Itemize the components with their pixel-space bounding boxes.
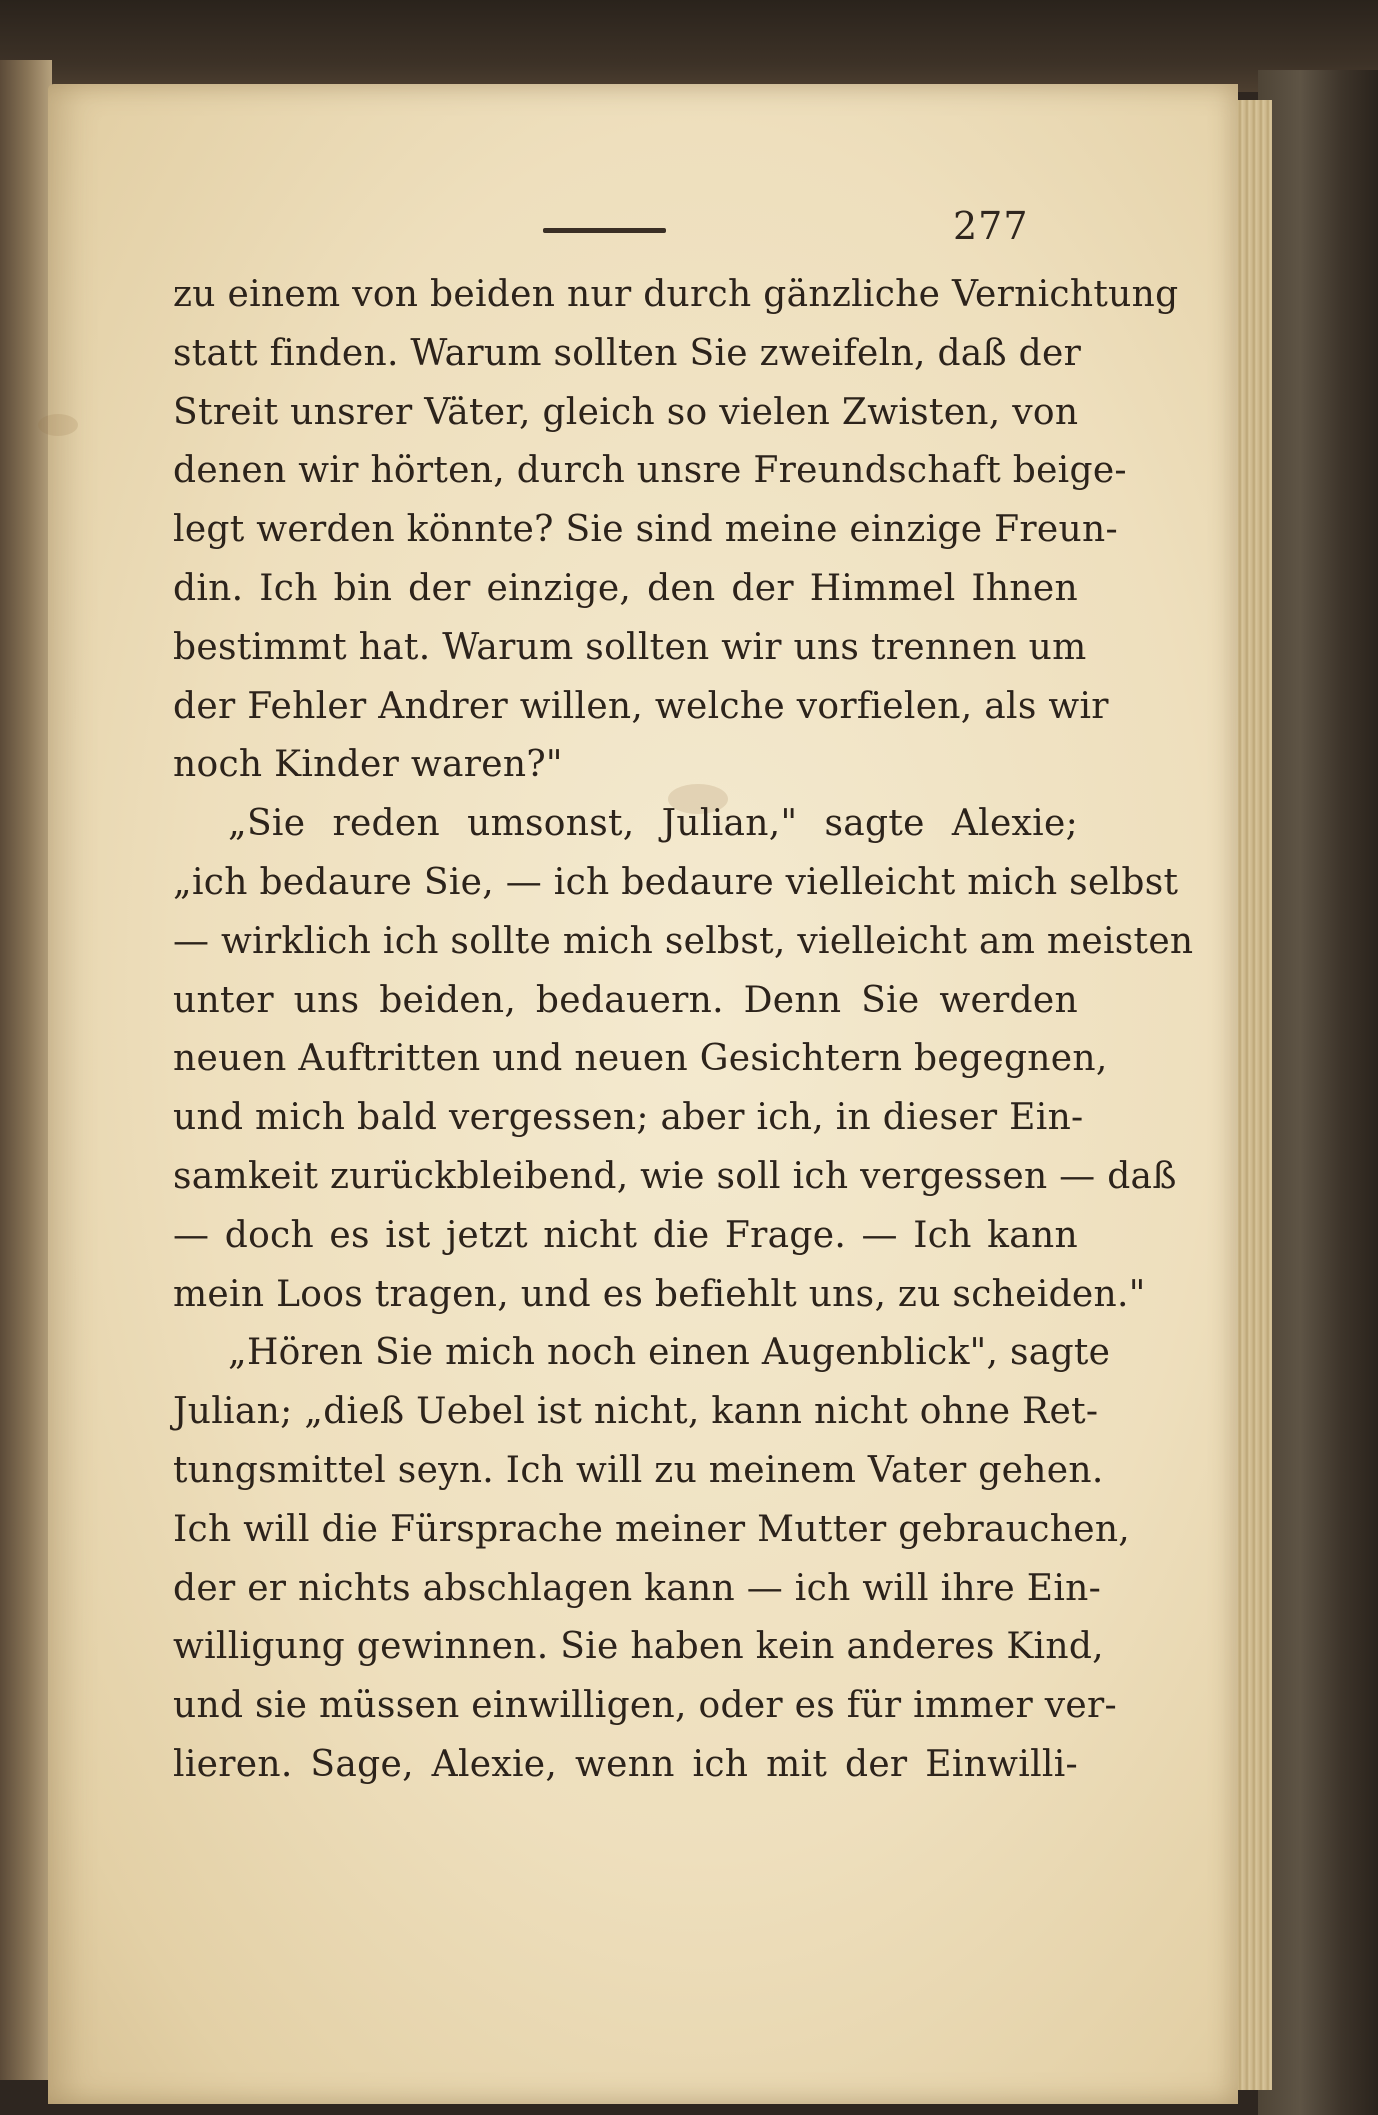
- text-line: tungsmittel seyn. Ich will zu meinem Vater gehen.: [173, 1449, 1104, 1491]
- book-cover-top: [0, 0, 1378, 92]
- text-line: der Fehler Andrer willen, welche vorfielen, als wir: [173, 685, 1109, 727]
- text-line: „ich bedaure Sie, — ich bedaure vielleicht mich selbst: [173, 861, 1179, 903]
- body-text: [173, 266, 1194, 1795]
- text-line: zu einem von beiden nur durch gänzliche Vernichtung: [173, 274, 1179, 315]
- text-line: Ich will die Fürsprache meiner Mutter gebrauchen,: [173, 1508, 1131, 1550]
- text-line: legt werden könnte? Sie sind meine einzige Freun-: [173, 509, 1118, 551]
- text-line: und sie müssen einwilligen, oder es für immer ver-: [173, 1685, 1117, 1727]
- page-number: 277: [953, 204, 1029, 248]
- header-rule: [543, 228, 666, 233]
- text-line: bestimmt hat. Warum sollten wir uns trennen um: [173, 626, 1087, 668]
- text-line: samkeit zurückbleibend, wie soll ich vergessen — daß: [173, 1155, 1177, 1197]
- text-line: und mich bald vergessen; aber ich, in dieser Ein-: [173, 1097, 1084, 1139]
- text-line: „Sie reden umsonst, Julian," sagte Alexie;: [228, 803, 1078, 845]
- text-line: Streit unsrer Väter, gleich so vielen Zwisten, von: [173, 391, 1079, 433]
- text-line: der er nichts abschlagen kann — ich will ihre Ein-: [173, 1567, 1102, 1609]
- book-cover-right: [1258, 70, 1378, 2115]
- text-line: din. Ich bin der einzige, den der Himmel Ihnen: [173, 567, 1078, 609]
- text-line: unter uns beiden, bedauern. Denn Sie werden: [173, 979, 1078, 1021]
- paper-stain: [38, 414, 78, 436]
- book-page: [48, 84, 1238, 2104]
- text-line: „Hören Sie mich noch einen Augenblick", sagte: [228, 1332, 1111, 1374]
- text-line: Julian; „dieß Uebel ist nicht, kann nicht ohne Ret-: [173, 1391, 1099, 1433]
- text-line: — wirklich ich sollte mich selbst, vielleicht am meisten: [173, 920, 1194, 962]
- text-line: statt finden. Warum sollten Sie zweifeln, daß der: [173, 332, 1082, 374]
- text-line: noch Kinder waren?": [173, 744, 563, 786]
- text-line: neuen Auftritten und neuen Gesichtern begegnen,: [173, 1038, 1108, 1080]
- text-line: mein Loos tragen, und es befiehlt uns, zu scheiden.": [173, 1273, 1146, 1315]
- text-line: denen wir hörten, durch unsre Freundschaft beige-: [173, 450, 1127, 492]
- text-line: — doch es ist jetzt nicht die Frage. — Ich kann: [173, 1214, 1078, 1256]
- text-line: lieren. Sage, Alexie, wenn ich mit der Einwilli-: [173, 1743, 1078, 1785]
- text-line: willigung gewinnen. Sie haben kein anderes Kind,: [173, 1626, 1104, 1668]
- left-page-edge: [0, 60, 52, 2080]
